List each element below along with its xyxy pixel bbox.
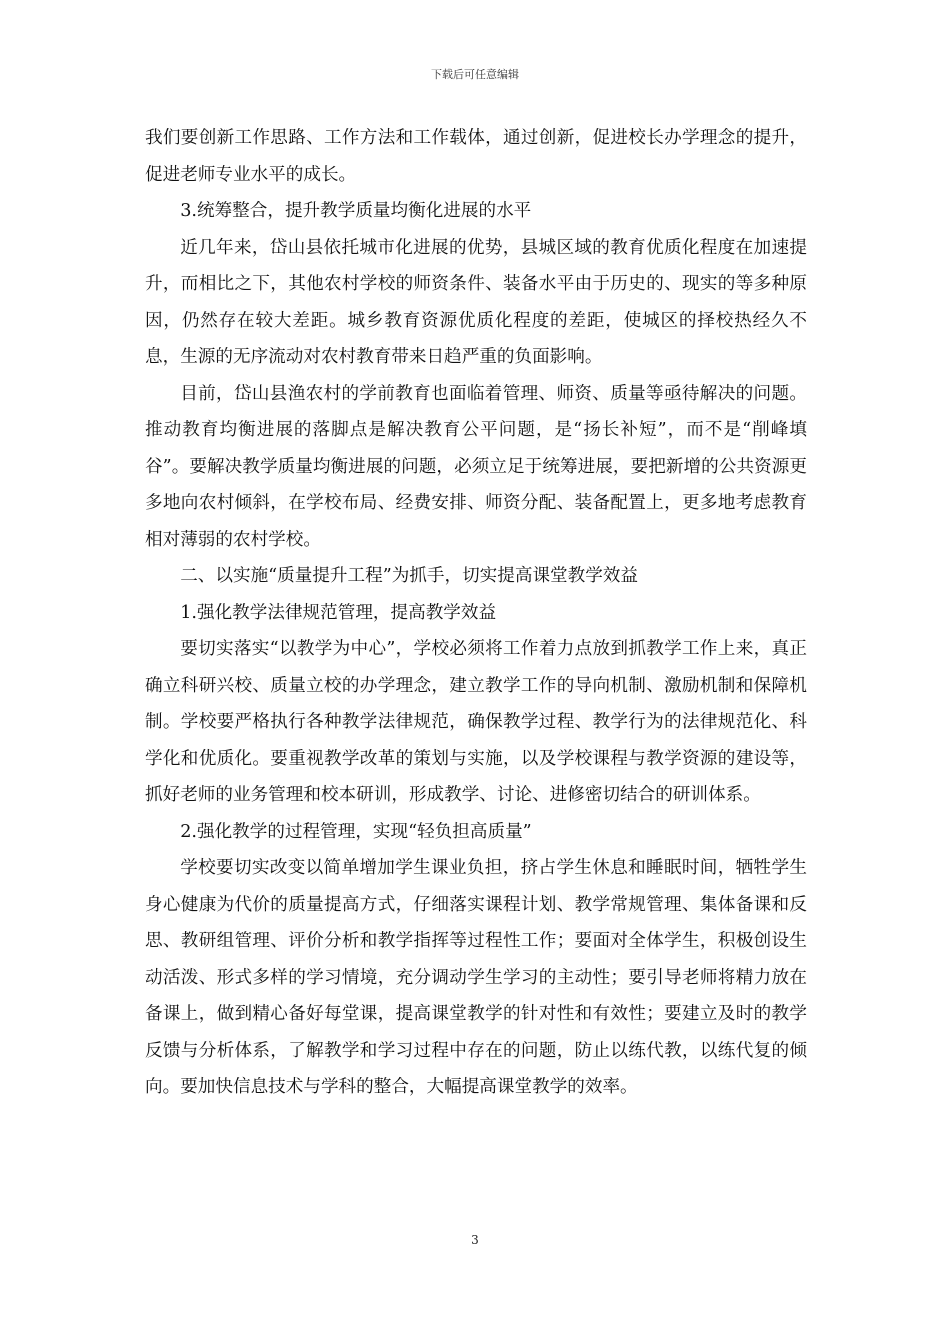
paragraph: 要切实落实“以教学为中心”，学校必须将工作着力点放到抓教学工作上来，真正确立科研兴校、质量立校的办学理念，建立教学工作的导向机制、激励机制和保障机制。学校要严格执行各种教学法律规范，确保教学过程、教学行为的法律规范化、科学化和优质化。要重视教学改革的策划与实施，以及学校课程与教学资源的建设等，抓好老师的业务管理和校本研训，形成教学、讨论、进修密切结合的研训体系。 [145,639,807,805]
section-heading-2: 二、以实施“质量提升工程”为抓手，切实提高课堂教学效益 [180,566,639,586]
page-header: 下载后可任意编辑 [431,68,519,81]
subsection-heading-2: 2.强化教学的过程管理，实现“轻负担高质量” [180,821,532,842]
paragraph: 学校要切实改变以简单增加学生课业负担，挤占学生休息和睡眠时间，牺牲学生身心健康为代价的质量提高方式，仔细落实课程计划、教学常规管理、集体备课和反思、教研组管理、评价分析和教学指挥等过程性工作；要面对全体学生，积极创设生动活泼、形式多样的学习情境，充分调动学生学习的主动性；要引导老师将精力放在备课上，做到精心备好每堂课，提高课堂教学的针对性和有效性；要建立及时的教学反馈与分析体系，了解教学和学习过程中存在的问题，防止以练代教，以练代复的倾向。要加快信息技术与学科的整合，大幅提高课堂教学的效率。 [145,858,807,1097]
section-heading-3: 3.统筹整合，提升教学质量均衡化进展的水平 [180,201,532,221]
subsection-heading-1: 1.强化教学法律规范管理，提高教学效益 [180,602,497,623]
paragraph: 目前，岱山县渔农村的学前教育也面临着管理、师资、质量等亟待解决的问题。推动教育均衡进展的落脚点是解决教育公平问题，是“扬长补短”，而不是“削峰填谷”。要解决教学质量均衡进展的问题，必须立足于统筹进展，要把新增的公共资源更多地向农村倾斜，在学校布局、经费安排、师资分配、装备配置上，更多地考虑教育相对薄弱的农村学校。 [145,383,807,550]
page-number: 3 [471,1233,479,1247]
body-text [145,120,807,1106]
paragraph: 近几年来，岱山县依托城市化进展的优势，县城区域的教育优质化程度在加速提升，而相比之下，其他农村学校的师资条件、装备水平由于历史的、现实的等多种原因，仍然存在较大差距。城乡教育资源优质化程度的差距，使城区的择校热经久不息，生源的无序流动对农村教育带来日趋严重的负面影响。 [145,237,807,367]
paragraph-continuation: 我们要创新工作思路、工作方法和工作载体，通过创新，促进校长办学理念的提升，促进老师专业水平的成长。 [145,128,807,185]
